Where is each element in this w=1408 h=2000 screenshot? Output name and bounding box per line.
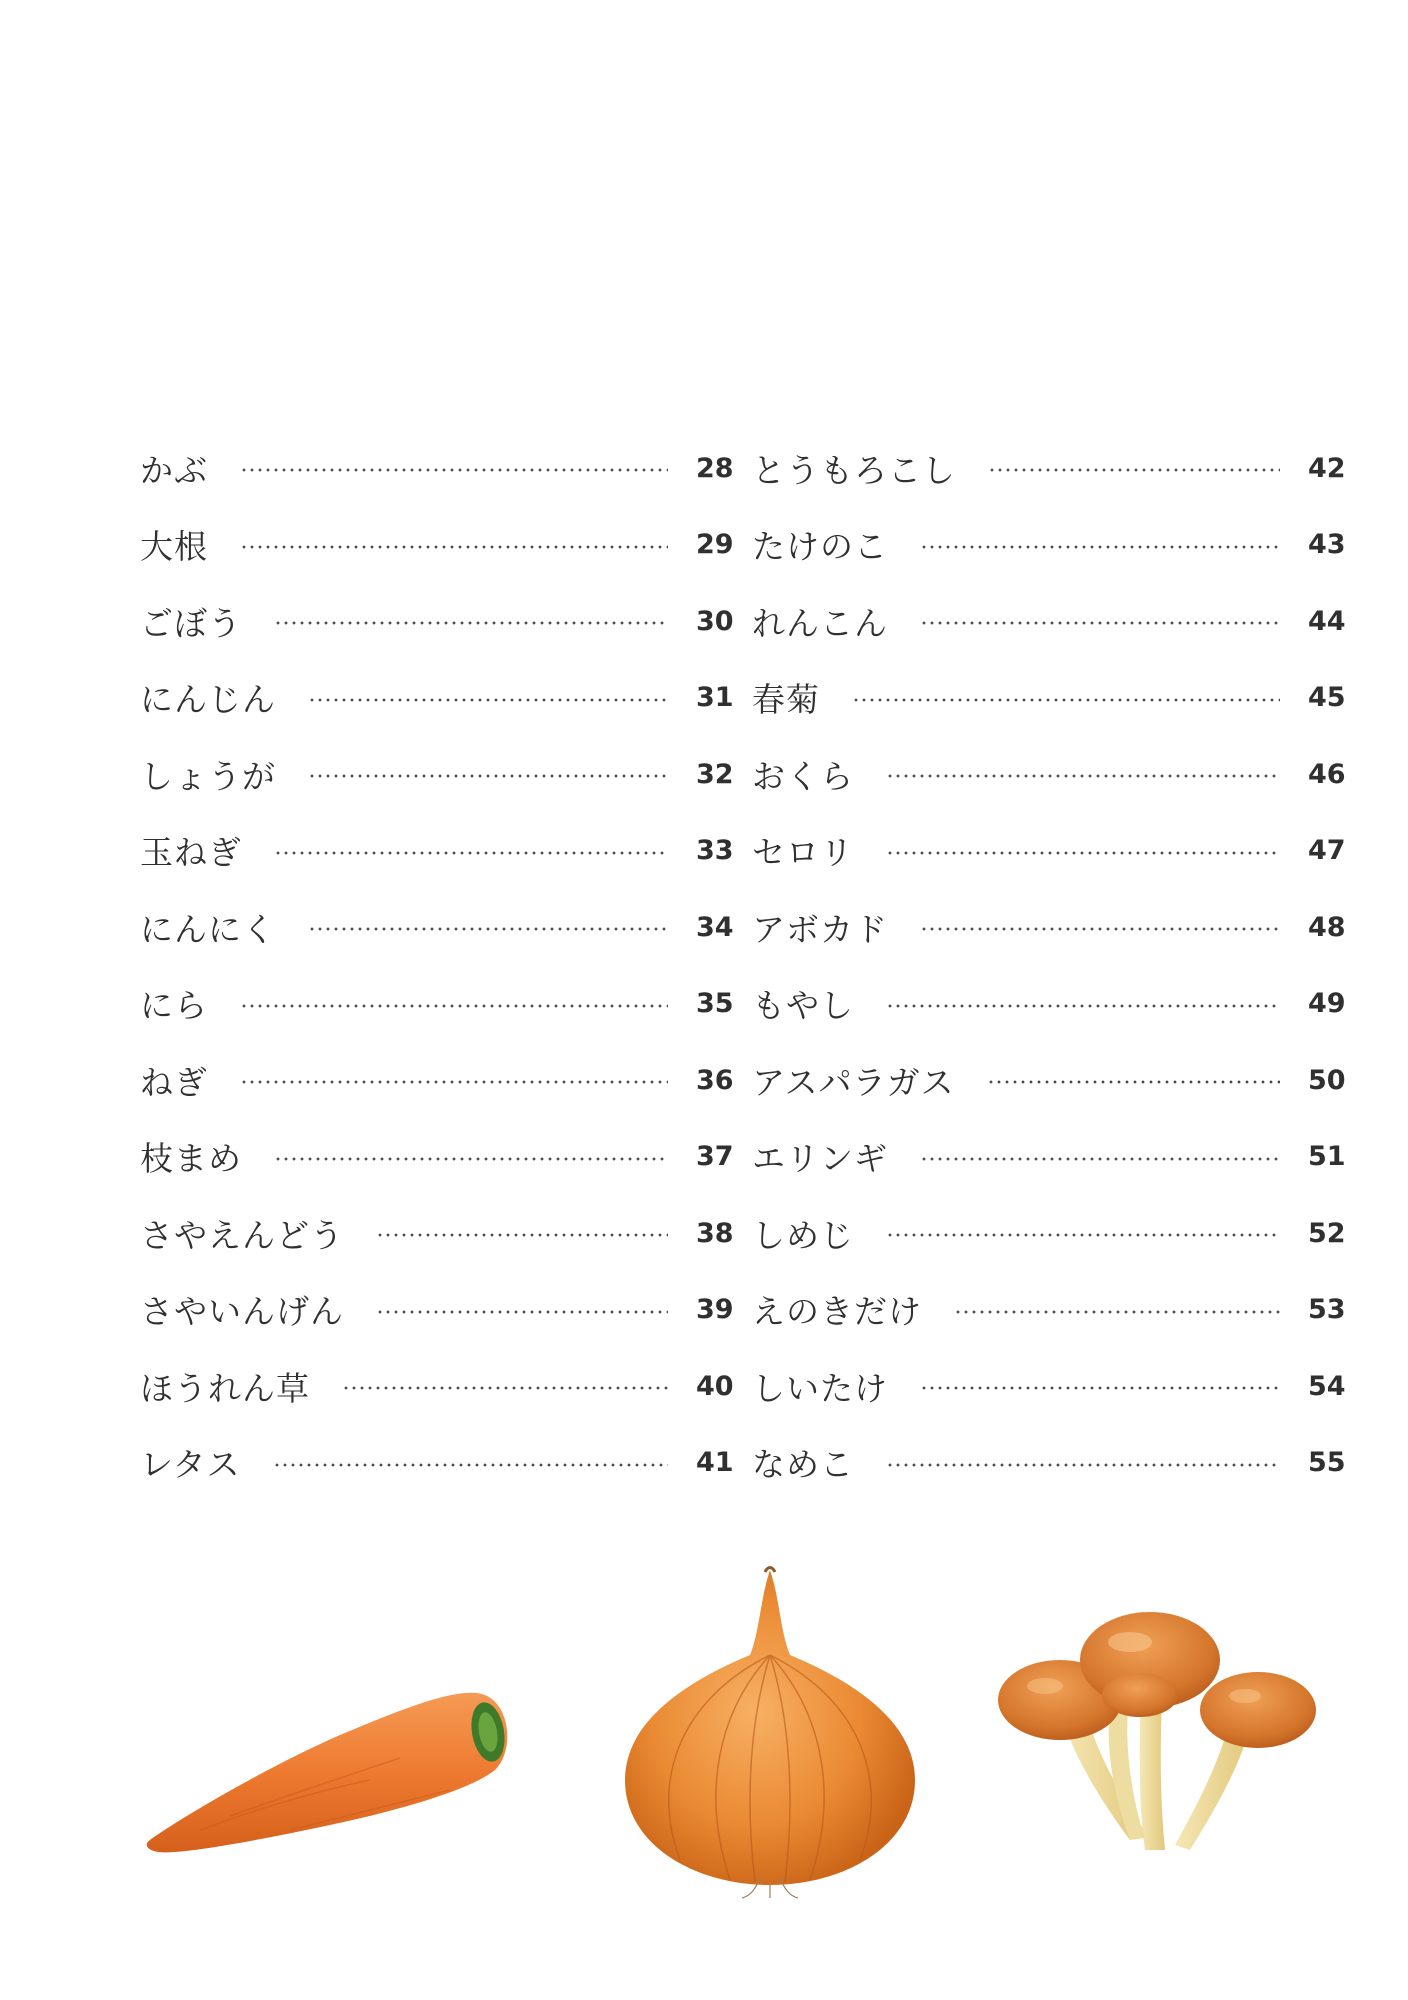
toc-entry[interactable] [140, 1119, 732, 1196]
dot-leader [987, 1080, 1280, 1084]
toc-entry-name: さやいんげん [140, 1292, 344, 1332]
toc-entry-page: 47 [1308, 835, 1346, 867]
dot-leader [308, 698, 668, 702]
toc-column-right [752, 430, 1344, 1501]
dot-leader [342, 1386, 668, 1390]
dot-leader [308, 774, 668, 778]
toc-entry[interactable] [140, 1425, 732, 1502]
toc-entry[interactable] [140, 1042, 732, 1119]
toc-entry-page: 38 [696, 1217, 734, 1249]
toc-entry-page: 28 [696, 452, 734, 484]
toc-entry-name: えのきだけ [752, 1292, 922, 1332]
dot-leader [376, 1310, 668, 1314]
dot-leader [852, 698, 1280, 702]
toc-entry-name: セロリ [752, 833, 854, 873]
toc-entry[interactable] [752, 813, 1344, 890]
toc-column-left [140, 430, 732, 1501]
toc-entry-name: たけのこ [752, 527, 888, 567]
toc-entry-page: 44 [1308, 605, 1346, 637]
toc-entry-name: かぶ [140, 450, 208, 490]
toc-entry[interactable] [752, 1195, 1344, 1272]
dot-leader [240, 1080, 668, 1084]
dot-leader [920, 545, 1280, 549]
toc-entry[interactable] [752, 660, 1344, 737]
dot-leader [886, 1004, 1280, 1008]
toc-entry[interactable] [140, 813, 732, 890]
toc-entry-name: しめじ [752, 1215, 854, 1255]
dot-leader [920, 621, 1280, 625]
toc-entry-name: れんこん [752, 603, 888, 643]
toc-entry[interactable] [752, 1119, 1344, 1196]
toc-entry[interactable] [140, 1272, 732, 1349]
toc-entry-page: 40 [696, 1370, 734, 1402]
toc-entry[interactable] [752, 583, 1344, 660]
toc-entry-name: レタス [140, 1445, 241, 1485]
toc-entry[interactable] [752, 1042, 1344, 1119]
toc-entry-name: 枝まめ [140, 1139, 242, 1179]
toc-entry-page: 48 [1308, 911, 1346, 943]
toc-entry[interactable] [140, 1348, 732, 1425]
toc-entry-page: 32 [696, 758, 734, 790]
toc-entry[interactable] [752, 1272, 1344, 1349]
toc-entry-page: 30 [696, 605, 734, 637]
toc-entry-page: 52 [1308, 1217, 1346, 1249]
toc-entry-page: 55 [1308, 1447, 1346, 1479]
toc-entry-page: 51 [1308, 1141, 1346, 1173]
dot-leader [886, 1463, 1280, 1467]
toc-entry-name: もやし [752, 986, 854, 1026]
onion-illustration [610, 1560, 930, 1900]
toc-entry-page: 53 [1308, 1294, 1346, 1326]
toc-entry-name: さやえんどう [140, 1215, 344, 1255]
dot-leader [274, 621, 668, 625]
toc-entry-name: にんじん [140, 680, 276, 720]
dot-leader [920, 1386, 1280, 1390]
dot-leader [920, 1157, 1280, 1161]
toc-entry-name: ごぼう [140, 603, 242, 643]
dot-leader [886, 774, 1280, 778]
toc-entry[interactable] [752, 966, 1344, 1043]
dot-leader [988, 468, 1280, 472]
toc-entry-name: にんにく [140, 909, 276, 949]
dot-leader [886, 1233, 1280, 1237]
dot-leader [240, 1004, 668, 1008]
toc-entry-name: しいたけ [752, 1368, 888, 1408]
toc-entry-page: 43 [1308, 529, 1346, 561]
dot-leader [886, 851, 1280, 855]
dot-leader [954, 1310, 1280, 1314]
dot-leader [240, 468, 668, 472]
dot-leader [240, 545, 668, 549]
toc-entry-page: 39 [696, 1294, 734, 1326]
toc-entry-name: エリンギ [752, 1139, 888, 1179]
toc-entry-name: アボカド [752, 909, 888, 949]
toc-entry-name: しょうが [140, 756, 276, 796]
toc-entry[interactable] [752, 430, 1344, 507]
table-of-contents [0, 430, 1408, 1490]
dot-leader [274, 851, 668, 855]
toc-entry-name: とうもろこし [752, 450, 956, 490]
toc-entry[interactable] [140, 736, 732, 813]
toc-entry-page: 42 [1308, 452, 1346, 484]
toc-entry[interactable] [140, 430, 732, 507]
toc-entry-page: 31 [696, 682, 734, 714]
toc-entry[interactable] [752, 1425, 1344, 1502]
toc-entry-page: 49 [1308, 988, 1346, 1020]
toc-entry-name: おくら [752, 756, 854, 796]
toc-entry-page: 45 [1308, 682, 1346, 714]
toc-entry-name: 玉ねぎ [140, 833, 242, 873]
dot-leader [274, 1157, 668, 1161]
toc-entry-page: 41 [696, 1447, 734, 1479]
toc-entry-page: 54 [1308, 1370, 1346, 1402]
toc-entry-page: 37 [696, 1141, 734, 1173]
toc-entry[interactable] [140, 1195, 732, 1272]
mushroom-illustration [990, 1600, 1330, 1870]
dot-leader [308, 927, 668, 931]
toc-entry-name: アスパラガス [752, 1062, 955, 1102]
toc-entry-name: ねぎ [140, 1062, 208, 1102]
toc-entry[interactable] [140, 583, 732, 660]
toc-entry[interactable] [140, 966, 732, 1043]
toc-entry-page: 46 [1308, 758, 1346, 790]
toc-entry[interactable] [140, 507, 732, 584]
dot-leader [273, 1463, 668, 1467]
toc-entry-page: 36 [696, 1064, 734, 1096]
toc-entry[interactable] [140, 889, 732, 966]
dot-leader [376, 1233, 668, 1237]
toc-entry-name: なめこ [752, 1445, 854, 1485]
toc-entry-name: ほうれん草 [140, 1368, 310, 1408]
toc-entry-name: 春菊 [752, 680, 820, 720]
toc-entry-name: にら [140, 986, 208, 1026]
toc-entry-name: 大根 [140, 527, 208, 567]
toc-entry-page: 50 [1308, 1064, 1346, 1096]
toc-entry[interactable] [752, 889, 1344, 966]
toc-entry[interactable] [140, 660, 732, 737]
toc-entry[interactable] [752, 1348, 1344, 1425]
toc-entry-page: 33 [696, 835, 734, 867]
toc-entry-page: 34 [696, 911, 734, 943]
toc-entry-page: 29 [696, 529, 734, 561]
dot-leader [920, 927, 1280, 931]
toc-entry[interactable] [752, 736, 1344, 813]
toc-entry[interactable] [752, 507, 1344, 584]
toc-entry-page: 35 [696, 988, 734, 1020]
carrot-illustration [140, 1640, 520, 1870]
